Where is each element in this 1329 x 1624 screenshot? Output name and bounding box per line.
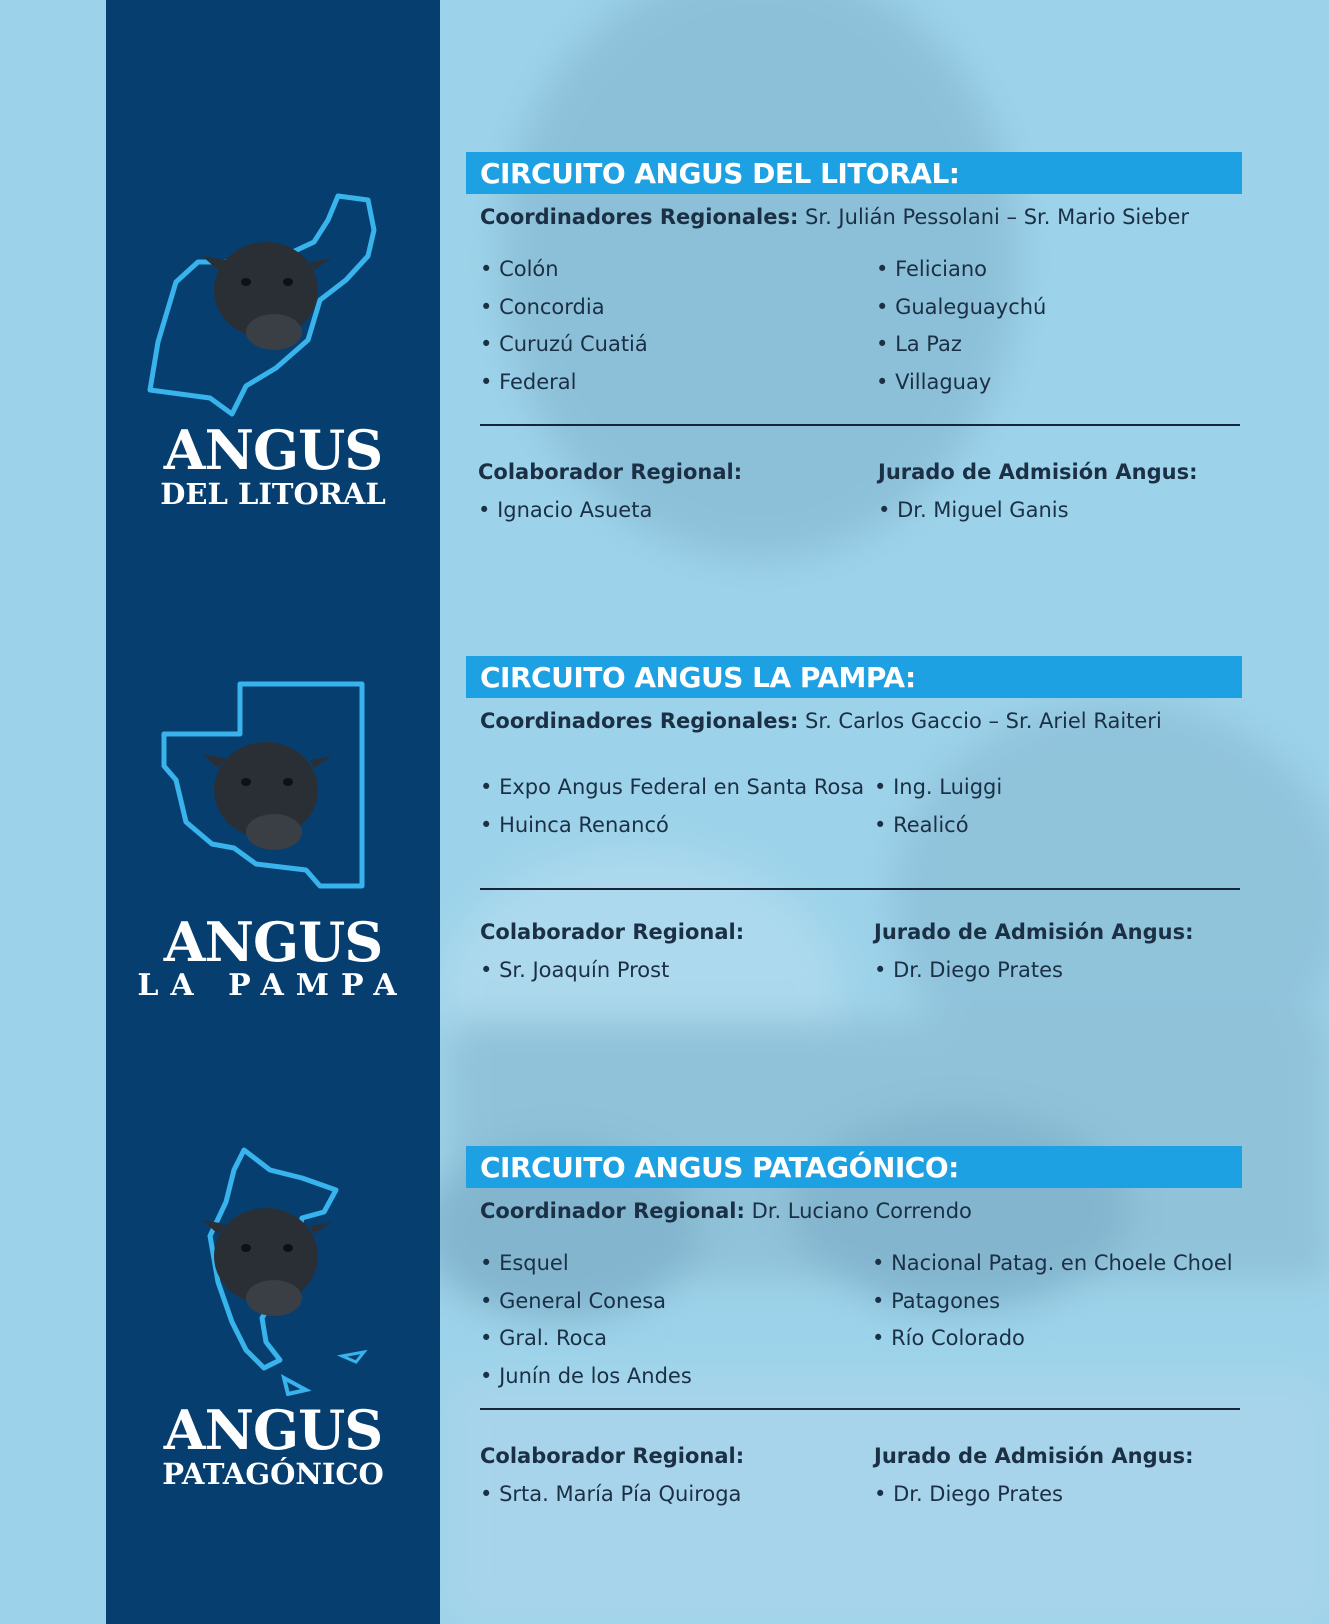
- section-title: CIRCUITO ANGUS PATAGÓNICO:: [466, 1146, 1242, 1188]
- collaborator-label: Colaborador Regional:: [480, 920, 745, 944]
- divider: [480, 424, 1240, 426]
- jury-label: Jurado de Admisión Angus:: [874, 920, 1194, 944]
- locations-list-left: [480, 774, 864, 849]
- divider: [480, 1408, 1240, 1410]
- logo-wordmark: ANGUS: [163, 418, 383, 482]
- logo-subtitle: LA PAMPA: [137, 968, 409, 1003]
- list-item: • Ing. Luiggi: [874, 774, 1002, 812]
- jury-label: Jurado de Admisión Angus:: [878, 460, 1198, 484]
- list-item: • General Conesa: [480, 1288, 692, 1326]
- bull-head-icon: [202, 742, 332, 850]
- bull-head-icon: [202, 242, 332, 350]
- logo-subtitle: DEL LITORAL: [160, 477, 386, 511]
- section-title: CIRCUITO ANGUS DEL LITORAL:: [466, 152, 1242, 194]
- list-item: • Feliciano: [876, 256, 1046, 294]
- jury-value: • Dr. Diego Prates: [874, 958, 1063, 982]
- collaborator-label: Colaborador Regional:: [480, 1444, 745, 1468]
- section-title: CIRCUITO ANGUS LA PAMPA:: [466, 656, 1242, 698]
- logo-subtitle: PATAGÓNICO: [162, 1457, 384, 1491]
- list-item: • Huinca Renancó: [480, 812, 864, 850]
- list-item: • Esquel: [480, 1250, 692, 1288]
- coordinators-line: [480, 708, 1162, 734]
- list-item: • La Paz: [876, 331, 1046, 369]
- bull-head-icon: [202, 1208, 332, 1316]
- locations-list-right: [872, 1250, 1233, 1363]
- collaborator-value: • Sr. Joaquín Prost: [480, 958, 669, 982]
- list-item: • Río Colorado: [872, 1325, 1233, 1363]
- jury-value: • Dr. Diego Prates: [874, 1482, 1063, 1506]
- list-item: • Curuzú Cuatiá: [480, 331, 648, 369]
- coordinators-label: Coordinador Regional:: [480, 1199, 745, 1223]
- list-item: • Patagones: [872, 1288, 1233, 1326]
- list-item: • Realicó: [874, 812, 1002, 850]
- patagonia-map-icon: [106, 1146, 440, 1396]
- list-item: • Expo Angus Federal en Santa Rosa: [480, 774, 864, 812]
- list-item: • Gral. Roca: [480, 1325, 692, 1363]
- sidebar-panel: [106, 0, 440, 1624]
- coordinators-label: Coordinadores Regionales:: [480, 205, 799, 229]
- logo-wordmark: ANGUS: [163, 910, 383, 974]
- jury-label: Jurado de Admisión Angus:: [874, 1444, 1194, 1468]
- list-item: • Gualeguaychú: [876, 294, 1046, 332]
- list-item: • Villaguay: [876, 369, 1046, 407]
- coordinators-label: Coordinadores Regionales:: [480, 709, 799, 733]
- list-item: • Nacional Patag. en Choele Choel: [872, 1250, 1233, 1288]
- list-item: • Junín de los Andes: [480, 1363, 692, 1401]
- coordinators-line: [480, 204, 1189, 230]
- jury-value: • Dr. Miguel Ganis: [878, 498, 1069, 522]
- coordinators-value: Sr. Julián Pessolani – Sr. Mario Sieber: [798, 205, 1190, 229]
- litoral-map-icon: [106, 190, 440, 420]
- coordinators-value: Sr. Carlos Gaccio – Sr. Ariel Raiteri: [798, 709, 1162, 733]
- coordinators-value: Dr. Luciano Correndo: [744, 1199, 972, 1223]
- coordinators-line: [480, 1198, 972, 1224]
- list-item: • Colón: [480, 256, 648, 294]
- collaborator-label: Colaborador Regional:: [478, 460, 743, 484]
- list-item: • Federal: [480, 369, 648, 407]
- locations-list-left: [480, 1250, 692, 1400]
- la-pampa-map-icon: [106, 680, 440, 890]
- locations-list-right: [876, 256, 1046, 406]
- locations-list-right: [874, 774, 1002, 849]
- locations-list-left: [480, 256, 648, 406]
- collaborator-value: • Ignacio Asueta: [478, 498, 652, 522]
- logo-wordmark: ANGUS: [163, 1398, 383, 1462]
- divider: [480, 888, 1240, 890]
- collaborator-value: • Srta. María Pía Quiroga: [480, 1482, 741, 1506]
- list-item: • Concordia: [480, 294, 648, 332]
